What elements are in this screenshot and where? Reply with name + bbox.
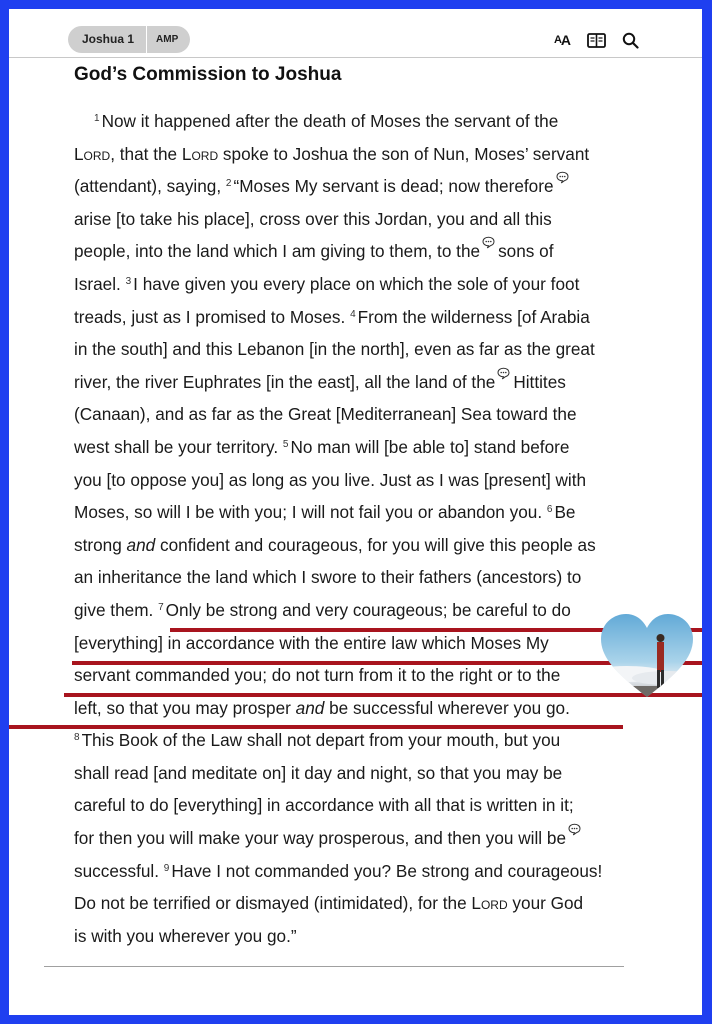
passage-selector[interactable] <box>68 26 190 53</box>
verse-text: your God <box>507 893 584 914</box>
italic-text: and <box>295 697 325 718</box>
verse-text: Do not be terrified or dismayed (intimidated), for the <box>74 893 472 914</box>
text-line <box>74 235 674 268</box>
verse-text: From the wilderness [of Arabia <box>357 306 590 327</box>
verse-text: I have given you every place on which the sole of your foot <box>133 273 580 294</box>
text-line <box>74 203 674 236</box>
text-line <box>74 920 674 953</box>
text-line <box>74 268 674 301</box>
verse-text: successful. <box>74 860 164 881</box>
verse-text: west shall be your territory. <box>74 436 283 457</box>
version-button[interactable]: AMP <box>156 34 179 45</box>
verse-text: left, so that you may prosper <box>74 697 296 718</box>
verse-text: treads, just as I promised to Moses. <box>74 306 351 327</box>
verse-text: careful to do [everything] in accordance with all that is written in it; <box>74 795 574 816</box>
verse-text: Only be strong and very courageous; be careful to do <box>165 599 571 620</box>
verse-number[interactable]: 2 <box>225 178 232 190</box>
text-line <box>74 464 674 497</box>
text-size-icon[interactable] <box>552 31 572 49</box>
section-title: God’s Commission to Joshua <box>74 64 342 85</box>
reader-page <box>9 9 702 1015</box>
verse-text: (attendant), saying, <box>74 176 226 197</box>
text-line <box>74 431 674 464</box>
text-line <box>74 301 674 334</box>
text-line <box>74 398 674 431</box>
verse-number[interactable]: 7 <box>158 601 164 613</box>
text-line <box>74 333 674 366</box>
verse-text: “Moses My servant is dead; now therefore <box>233 176 554 197</box>
verse-text: servant commanded you; do not turn from it to the right or to the <box>74 665 561 686</box>
text-line <box>74 789 674 822</box>
scripture-text <box>74 105 674 952</box>
verse-text: you [to oppose you] as long as you live. Just as I was [present] with <box>74 469 587 490</box>
highlight-underline-4 <box>9 725 623 729</box>
text-line <box>74 757 674 790</box>
verse-text: in the south] and this Lebanon [in the north], even as far as the great <box>74 339 595 360</box>
verse-text: Hittites <box>513 371 566 392</box>
verse-text: , that the <box>110 143 182 164</box>
text-line <box>74 822 674 855</box>
heart-photo-sticker <box>597 612 697 702</box>
verse-text: sons of <box>498 241 554 262</box>
text-line <box>74 170 674 203</box>
verse-text: people, into the land which I am giving to them, to the <box>74 241 481 262</box>
verse-number[interactable]: 1 <box>94 113 100 124</box>
footnote-icon[interactable] <box>568 814 581 827</box>
italic-text: and <box>126 534 156 555</box>
bottom-divider <box>44 966 624 967</box>
small-caps-text: Lord <box>471 893 508 914</box>
verse-text: Moses, so will I be with you; I will not fail you or abandon you. <box>74 502 547 523</box>
verse-text: confident and courageous, for you will give this people as <box>155 534 596 555</box>
verse-text: for then you will make your way prosperous, and then you will be <box>74 828 567 849</box>
verse-text: No man will [be able to] stand before <box>290 436 570 457</box>
verse-text: Now it happened after the death of Moses the servant of the <box>101 111 559 131</box>
book-chapter-button[interactable]: Joshua 1 <box>82 32 135 46</box>
text-line <box>74 529 674 562</box>
text-size-small-a: A <box>553 34 561 46</box>
verse-text: (Canaan), and as far as the Great [Mediterranean] Sea toward the <box>74 404 577 425</box>
text-line <box>74 366 674 399</box>
verse-text: Israel. <box>74 273 126 294</box>
text-line <box>74 496 674 529</box>
verse-text: an inheritance the land which I swore to their fathers (ancestors) to <box>74 567 582 588</box>
verse-number[interactable]: 4 <box>350 308 356 320</box>
verse-number[interactable]: 3 <box>125 275 132 287</box>
verse-text: give them. <box>74 599 159 620</box>
verse-text: arise [to take his place], cross over this Jordan, you and all this <box>74 208 552 229</box>
search-icon[interactable] <box>621 31 639 49</box>
text-line <box>74 594 674 627</box>
verse-text: shall read [and meditate on] it day and night, so that you may be <box>74 762 563 783</box>
text-size-big-a: A <box>560 32 571 48</box>
verse-text: [everything] in accordance with the entire law which Moses My <box>74 632 549 653</box>
verse-text: river, the river Euphrates [in the east], all the land of the <box>74 371 496 392</box>
verse-text: is with you wherever you go.” <box>74 925 297 946</box>
small-caps-text: Lord <box>74 143 111 164</box>
top-toolbar <box>9 9 702 58</box>
verse-number[interactable]: 8 <box>74 732 80 744</box>
verse-text: spoke to Joshua the son of Nun, Moses’ servant <box>218 143 590 164</box>
footnote-icon[interactable] <box>556 162 569 175</box>
footnote-icon[interactable] <box>497 358 510 371</box>
text-line <box>74 724 674 757</box>
text-line <box>74 561 674 594</box>
verse-text: strong <box>74 534 127 555</box>
text-line <box>74 138 674 171</box>
verse-text: Be <box>554 502 576 523</box>
verse-text: This Book of the Law shall not depart from your mouth, but you <box>81 730 561 751</box>
book-icon[interactable] <box>586 31 606 49</box>
text-line <box>74 887 674 920</box>
small-caps-text: Lord <box>181 143 219 164</box>
verse-text: Have I not commanded you? Be strong and courageous! <box>171 860 603 881</box>
verse-text: be successful wherever you go. <box>324 697 570 718</box>
verse-number[interactable]: 6 <box>546 504 553 516</box>
verse-number[interactable]: 5 <box>282 438 289 450</box>
text-line <box>74 855 674 888</box>
footnote-icon[interactable] <box>482 227 495 240</box>
verse-number[interactable]: 9 <box>163 862 170 874</box>
text-line <box>74 105 674 138</box>
